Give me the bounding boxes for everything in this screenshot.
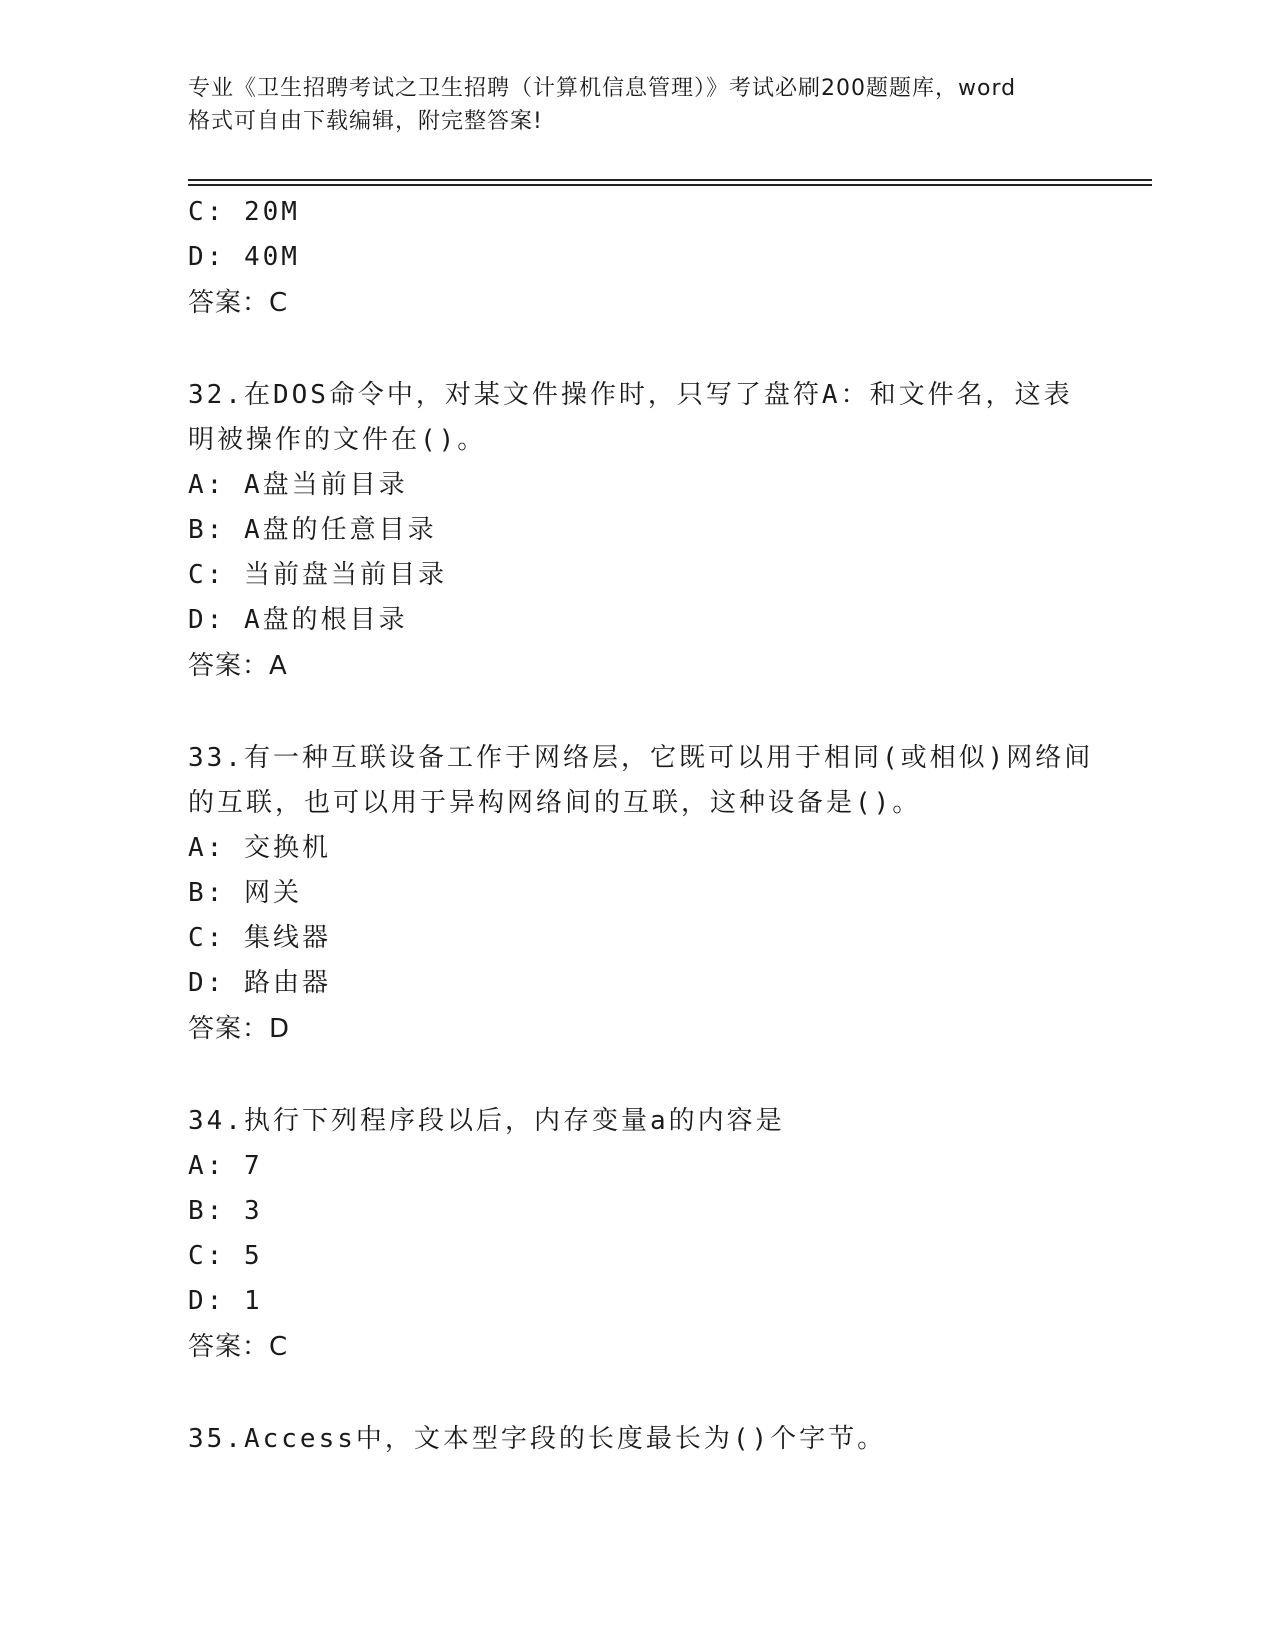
option-c: C: 5 — [188, 1241, 263, 1271]
option-a: A: 7 — [188, 1151, 263, 1181]
page-header — [188, 72, 1088, 138]
question-stem-line: 的互联，也可以用于异构网络间的互联，这种设备是()。 — [188, 788, 922, 818]
option-c: C: 20M — [188, 197, 300, 227]
question-gap — [188, 1370, 1138, 1417]
option-b: B: 3 — [188, 1196, 263, 1226]
answer-line: 答案：D — [188, 1014, 291, 1044]
question-stem-line: 34.执行下列程序段以后，内存变量a的内容是 — [188, 1106, 785, 1136]
question-31-tail — [188, 190, 1138, 326]
question-stem-line: 35.Access中，文本型字段的长度最长为()个字节。 — [188, 1424, 887, 1454]
header-title-line1: 专业《卫生招聘考试之卫生招聘（计算机信息管理）》考试必刷200题题库，word — [188, 76, 1017, 101]
question-33 — [188, 736, 1138, 1052]
question-stem-line: 33.有一种互联设备工作于网络层，它既可以用于相同(或相似)网络间 — [188, 743, 1094, 773]
header-divider-bottom — [188, 184, 1152, 186]
question-stem-line: 32.在DOS命令中，对某文件操作时，只写了盘符A：和文件名，这表 — [188, 380, 1073, 410]
option-c: C: 当前盘当前目录 — [188, 560, 447, 590]
question-list — [188, 190, 1138, 1462]
option-d: D: 路由器 — [188, 968, 331, 998]
option-c: C: 集线器 — [188, 923, 331, 953]
question-32 — [188, 373, 1138, 689]
header-title-line2: 格式可自由下载编辑，附完整答案! — [188, 109, 543, 134]
question-34 — [188, 1099, 1138, 1370]
option-a: A: A盘当前目录 — [188, 470, 408, 500]
question-stem-line: 明被操作的文件在()。 — [188, 425, 487, 455]
option-b: B: A盘的任意目录 — [188, 515, 437, 545]
question-gap — [188, 1052, 1138, 1099]
option-d: D: A盘的根目录 — [188, 605, 408, 635]
option-d: D: 40M — [188, 242, 300, 272]
header-divider-top — [188, 179, 1152, 181]
answer-line: 答案：C — [188, 1332, 289, 1362]
question-gap — [188, 326, 1138, 373]
option-d: D: 1 — [188, 1286, 263, 1316]
answer-line: 答案：A — [188, 651, 288, 681]
question-gap — [188, 689, 1138, 736]
option-a: A: 交换机 — [188, 833, 331, 863]
answer-line: 答案：C — [188, 288, 289, 318]
question-35 — [188, 1417, 1138, 1462]
option-b: B: 网关 — [188, 878, 302, 908]
